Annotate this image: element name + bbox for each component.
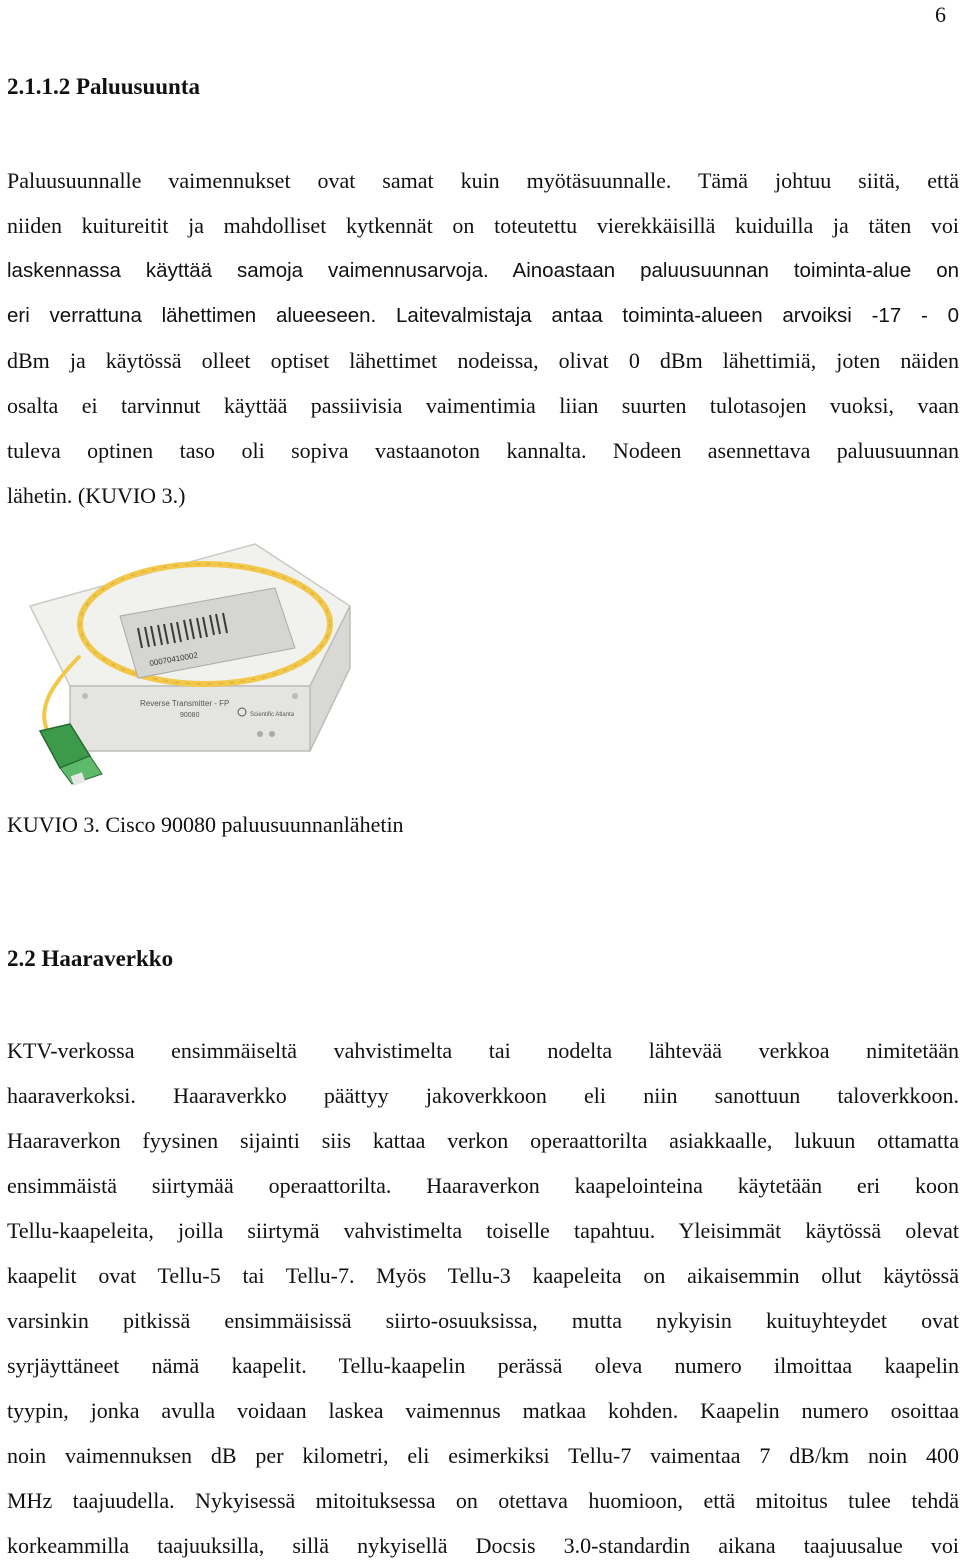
paragraph-line: MHz taajuudella. Nykyisessä mitoituksessa on otettava huomioon, että mitoitus tulee tehdä	[7, 1488, 959, 1513]
paragraph-line: eri verrattuna lähettimen alueeseen. Laitevalmistaja antaa toiminta-alueen arvoiksi -17 - 0	[7, 304, 959, 327]
figure-reverse-transmitter	[10, 536, 360, 786]
section-heading-paluusuunta: 2.1.1.2 Paluusuunta	[7, 74, 201, 99]
paragraph-line: varsinkin pitkissä ensimmäisissä siirto-osuuksissa, mutta nykyisin kuituyhteydet ovat	[7, 1308, 959, 1333]
paragraph-haaraverkko	[7, 1028, 959, 1568]
paragraph-paluusuunta	[7, 158, 959, 518]
section-heading-haaraverkko: 2.2 Haaraverkko	[7, 946, 174, 971]
paragraph-line: lähetin. (KUVIO 3.)	[7, 483, 186, 508]
label-barcode-text: 00070410002	[148, 650, 199, 668]
paragraph-line: syrjäyttäneet nämä kaapelit. Tellu-kaapelin perässä oleva numero ilmoittaa kaapelin	[7, 1353, 959, 1378]
device-model: 90080	[180, 712, 200, 719]
paragraph-line: Paluusuunnalle vaimennukset ovat samat kuin myötäsuunnalle. Tämä johtuu siitä, että	[7, 168, 959, 193]
paragraph-line: korkeammilla taajuuksilla, sillä nykyisellä Docsis 3.0-standardin aikana taajuusalue voi	[7, 1533, 959, 1558]
paragraph-line: Haaraverkon fyysinen sijainti siis kattaa verkon operaattorilta asiakkaalle, lukuun ottamatta	[7, 1128, 959, 1153]
paragraph-line: kaapelit ovat Tellu-5 tai Tellu-7. Myös Tellu-3 kaapeleita on aikaisemmin ollut käytössä	[7, 1263, 959, 1288]
paragraph-line: noin vaimennuksen dB per kilometri, eli esimerkiksi Tellu-7 vaimentaa 7 dB/km noin 400	[7, 1443, 959, 1468]
device-label: Reverse Transmitter - FP	[140, 699, 230, 708]
reverse-transmitter-image	[10, 536, 360, 786]
paragraph-line: KTV-verkossa ensimmäiseltä vahvistimelta tai nodelta lähtevää verkkoa nimitetään	[7, 1038, 959, 1063]
page-number: 6	[935, 2, 946, 27]
figure-caption: KUVIO 3. Cisco 90080 paluusuunnanlähetin	[7, 812, 404, 837]
paragraph-line: tuleva optinen taso oli sopiva vastaanoton kannalta. Nodeen asennettava paluusuunnan	[7, 438, 959, 463]
paragraph-line: dBm ja käytössä olleet optiset lähettimet nodeissa, olivat 0 dBm lähettimiä, joten näiden	[7, 348, 959, 373]
paragraph-line: ensimmäistä siirtymää operaattorilta. Haaraverkon kaapelointeina käytetään eri koon	[7, 1173, 959, 1198]
paragraph-line: laskennassa käyttää samoja vaimennusarvoja. Ainoastaan paluusuunnan toiminta-alue on	[7, 259, 959, 282]
paragraph-line: haaraverkoksi. Haaraverkko päättyy jakoverkkoon eli niin sanottuun taloverkkoon.	[7, 1083, 959, 1108]
paragraph-line: niiden kuitureitit ja mahdolliset kytkennät on toteutettu vierekkäisillä kuiduilla ja täten voi	[7, 213, 959, 238]
paragraph-line: tyypin, jonka avulla voidaan laskea vaimennus matkaa kohden. Kaapelin numero osoittaa	[7, 1398, 959, 1423]
paragraph-line: osalta ei tarvinnut käyttää passiivisia vaimentimia liian suurten tulotasojen vuoksi, vaan	[7, 393, 959, 418]
brand-label: Scientific Atlanta	[250, 712, 295, 718]
paragraph-line: Tellu-kaapeleita, joilla siirtymä vahvistimelta toiselle tapahtuu. Yleisimmät käytössä olevat	[7, 1218, 959, 1243]
